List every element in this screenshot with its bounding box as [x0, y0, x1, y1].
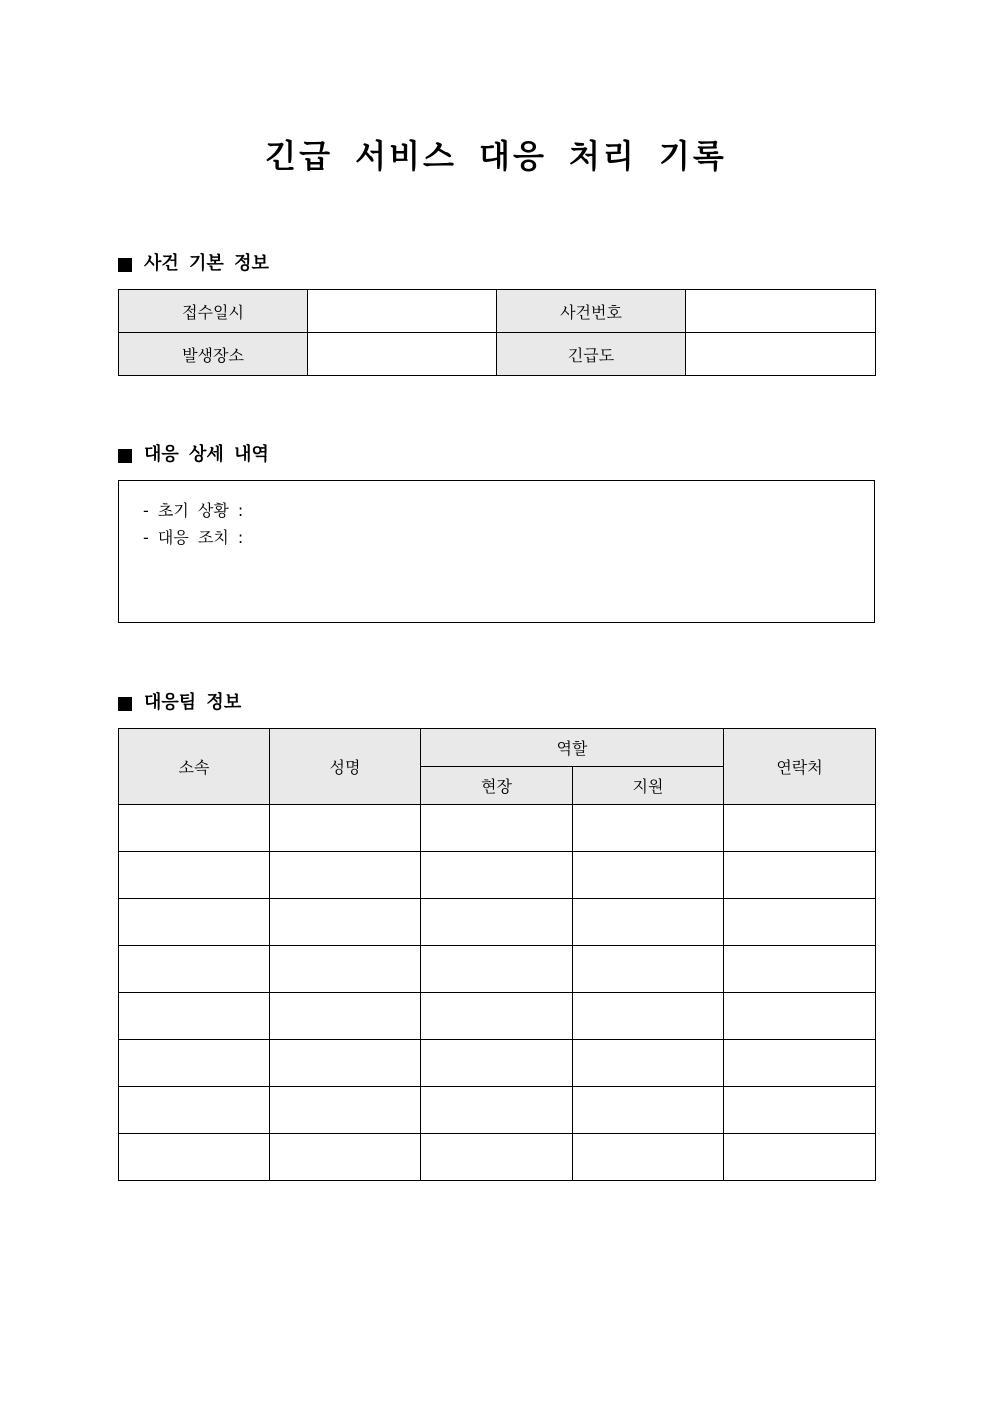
table-row [119, 1134, 876, 1181]
table-cell[interactable] [119, 1134, 270, 1181]
detail-line-initial-situation: - 초기 상황 : [143, 501, 244, 520]
header-affiliation: 소속 [119, 729, 270, 805]
table-cell[interactable] [724, 852, 876, 899]
table-cell[interactable] [724, 993, 876, 1040]
table-cell[interactable] [270, 993, 421, 1040]
header-role-field: 현장 [421, 767, 573, 805]
table-cell[interactable] [270, 852, 421, 899]
table-row [119, 946, 876, 993]
table-cell[interactable] [421, 993, 573, 1040]
table-cell[interactable] [724, 946, 876, 993]
table-row [119, 805, 876, 852]
section-heading-label: 대응팀 정보 [144, 692, 242, 713]
table-row [119, 1040, 876, 1087]
section-heading-response-details [118, 442, 269, 468]
table-cell[interactable] [421, 1087, 573, 1134]
table-cell[interactable] [270, 1134, 421, 1181]
table-value-cell[interactable] [308, 333, 497, 376]
table-value-cell[interactable] [686, 333, 876, 376]
team-table-body [119, 805, 876, 1181]
header-contact: 연락처 [724, 729, 876, 805]
table-cell[interactable] [724, 805, 876, 852]
team-info-table [118, 728, 876, 1181]
table-cell[interactable] [119, 1040, 270, 1087]
table-cell[interactable] [573, 899, 724, 946]
table-cell[interactable] [573, 805, 724, 852]
black-square-icon [118, 449, 132, 463]
table-cell[interactable] [421, 852, 573, 899]
table-cell[interactable] [119, 993, 270, 1040]
table-row [119, 852, 876, 899]
table-row [119, 290, 876, 333]
response-details-box[interactable] [118, 480, 875, 623]
table-cell[interactable] [421, 805, 573, 852]
black-square-icon [118, 697, 132, 711]
table-cell[interactable] [421, 899, 573, 946]
table-cell[interactable] [573, 946, 724, 993]
table-row [119, 1087, 876, 1134]
table-cell[interactable] [724, 1134, 876, 1181]
table-cell[interactable] [724, 899, 876, 946]
table-cell[interactable] [573, 1040, 724, 1087]
table-value-cell[interactable] [686, 290, 876, 333]
table-cell[interactable] [119, 805, 270, 852]
table-cell[interactable] [573, 993, 724, 1040]
table-cell[interactable] [119, 1087, 270, 1134]
document-title: 긴급 서비스 대응 처리 기록 [265, 137, 727, 175]
header-role-support: 지원 [573, 767, 724, 805]
table-label-cell: 발생장소 [119, 333, 308, 376]
section-heading-label: 사건 기본 정보 [144, 253, 269, 274]
table-cell[interactable] [724, 1087, 876, 1134]
table-cell[interactable] [421, 1134, 573, 1181]
table-cell[interactable] [573, 852, 724, 899]
table-cell[interactable] [270, 899, 421, 946]
table-label-cell: 긴급도 [497, 333, 686, 376]
header-role: 역할 [421, 729, 724, 767]
table-cell[interactable] [421, 1040, 573, 1087]
table-cell[interactable] [573, 1134, 724, 1181]
table-row [119, 899, 876, 946]
table-value-cell[interactable] [308, 290, 497, 333]
table-cell[interactable] [119, 899, 270, 946]
table-cell[interactable] [724, 1040, 876, 1087]
incident-info-table [118, 289, 876, 376]
table-cell[interactable] [270, 1087, 421, 1134]
black-square-icon [118, 258, 132, 272]
table-cell[interactable] [270, 946, 421, 993]
table-row [119, 993, 876, 1040]
table-cell[interactable] [421, 946, 573, 993]
table-cell[interactable] [119, 946, 270, 993]
table-cell[interactable] [573, 1087, 724, 1134]
table-cell[interactable] [270, 1040, 421, 1087]
detail-line-response-action: - 대응 조치 : [143, 528, 244, 547]
header-name: 성명 [270, 729, 421, 805]
table-cell[interactable] [119, 852, 270, 899]
section-heading-team-info [118, 690, 241, 716]
table-header-row [119, 729, 876, 767]
section-heading-label: 대응 상세 내역 [144, 444, 269, 465]
table-label-cell: 사건번호 [497, 290, 686, 333]
table-cell[interactable] [270, 805, 421, 852]
table-label-cell: 접수일시 [119, 290, 308, 333]
section-heading-incident-info [118, 251, 269, 277]
table-row [119, 333, 876, 376]
